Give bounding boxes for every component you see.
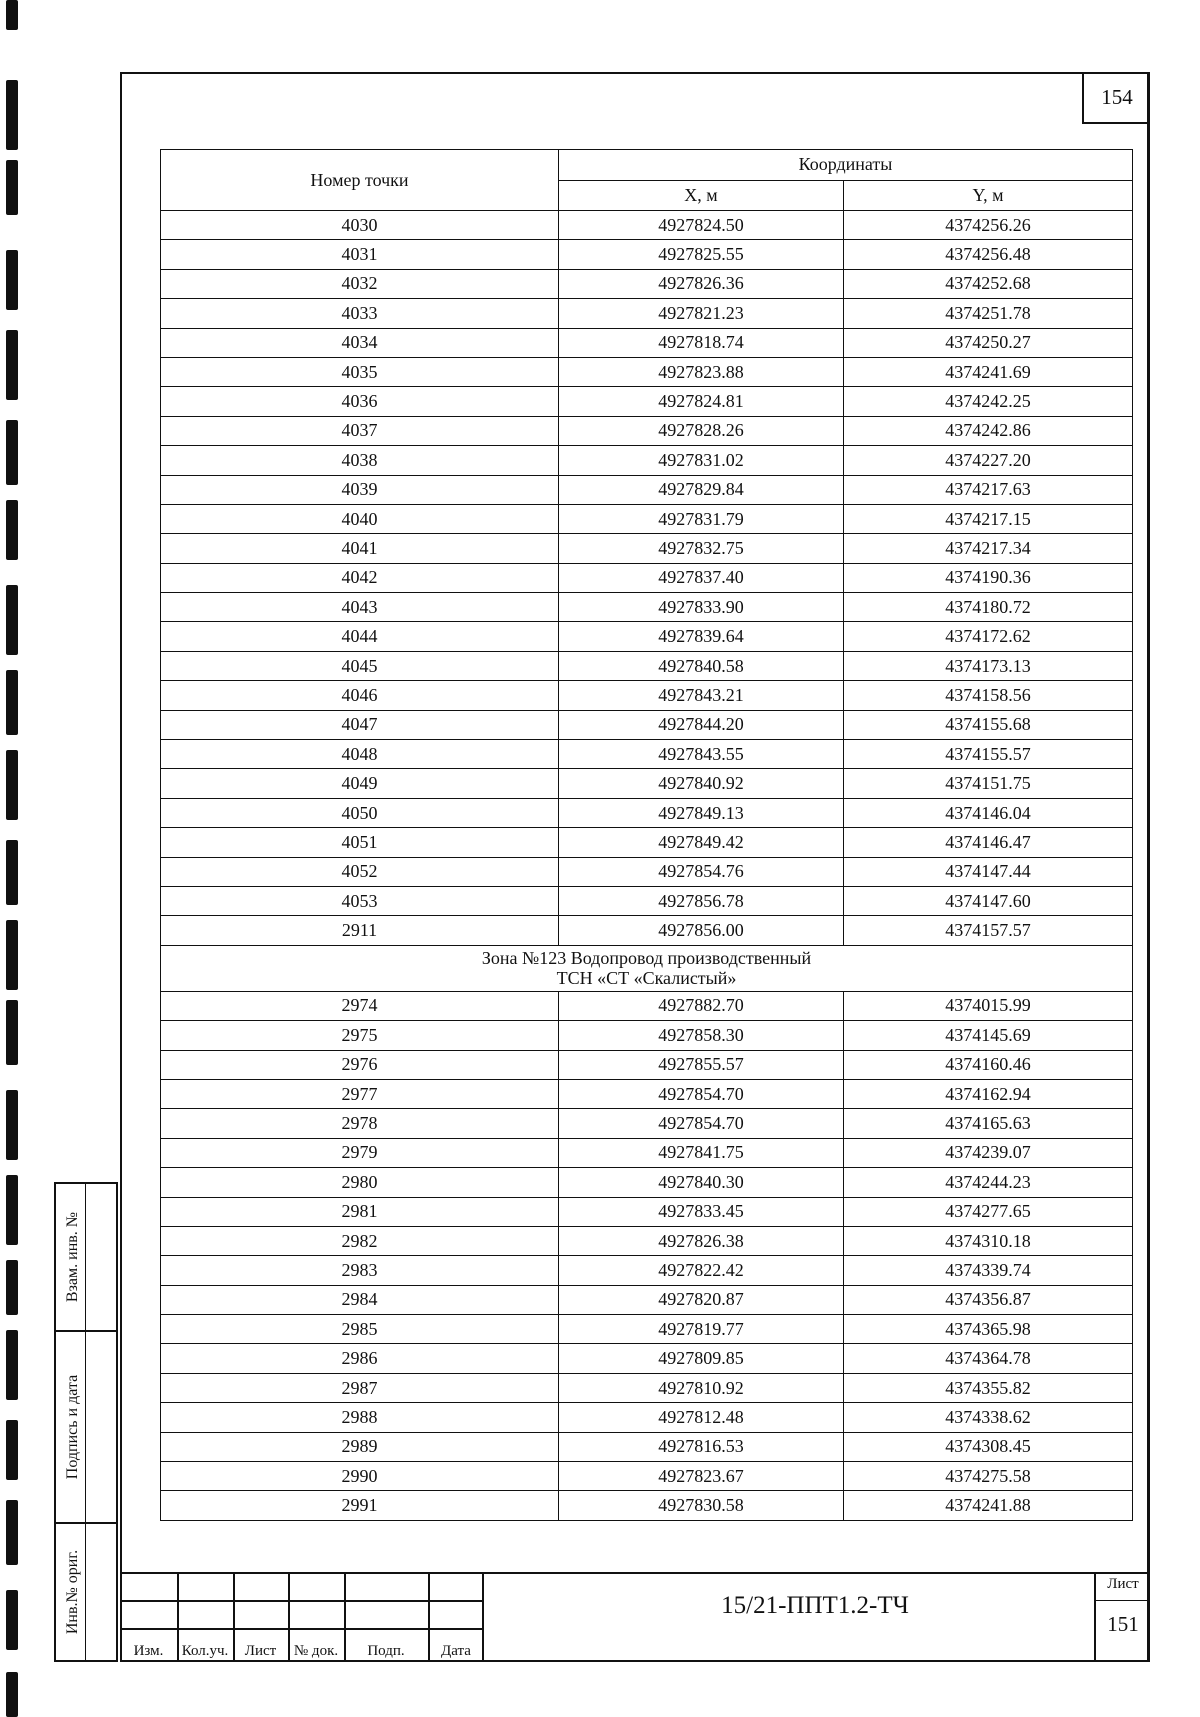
x-coordinate-cell: 4927831.02 xyxy=(559,446,844,475)
binding-mark xyxy=(6,585,18,655)
y-coordinate-cell: 4374158.56 xyxy=(844,681,1133,710)
x-coordinate-cell: 4927843.55 xyxy=(559,740,844,769)
x-coordinate-cell: 4927810.92 xyxy=(559,1373,844,1402)
y-coordinate-cell: 4374275.58 xyxy=(844,1462,1133,1491)
table-row xyxy=(161,299,1133,328)
zone-row xyxy=(161,945,1133,991)
point-number-cell: 2982 xyxy=(161,1226,559,1255)
table-row xyxy=(161,1256,1133,1285)
table-row xyxy=(161,357,1133,386)
x-coordinate-cell: 4927819.77 xyxy=(559,1315,844,1344)
x-coordinate-cell: 4927854.70 xyxy=(559,1079,844,1108)
y-coordinate-cell: 4374155.57 xyxy=(844,740,1133,769)
x-coordinate-cell: 4927809.85 xyxy=(559,1344,844,1373)
point-number-cell: 4045 xyxy=(161,651,559,680)
y-coordinate-cell: 4374180.72 xyxy=(844,593,1133,622)
point-number-cell: 2989 xyxy=(161,1432,559,1461)
x-coordinate-cell: 4927840.92 xyxy=(559,769,844,798)
point-number-cell: 2983 xyxy=(161,1256,559,1285)
table-row xyxy=(161,857,1133,886)
y-coordinate-cell: 4374308.45 xyxy=(844,1432,1133,1461)
y-coordinate-cell: 4374147.44 xyxy=(844,857,1133,886)
col-izm: Изм. xyxy=(133,1643,164,1659)
stamp-inv-cell xyxy=(54,1522,118,1662)
point-number-cell: 2975 xyxy=(161,1021,559,1050)
point-number-cell: 2991 xyxy=(161,1491,559,1520)
x-coordinate-cell: 4927849.42 xyxy=(559,828,844,857)
table-row xyxy=(161,504,1133,533)
y-coordinate-cell: 4374239.07 xyxy=(844,1138,1133,1167)
y-coordinate-cell: 4374256.26 xyxy=(844,211,1133,240)
zone-title xyxy=(161,945,1133,991)
y-coordinate-cell: 4374165.63 xyxy=(844,1109,1133,1138)
y-coordinate-cell: 4374310.18 xyxy=(844,1226,1133,1255)
table-row xyxy=(161,710,1133,739)
table-row xyxy=(161,1315,1133,1344)
table-row xyxy=(161,269,1133,298)
table-body-b xyxy=(161,991,1133,1520)
y-coordinate-cell: 4374190.36 xyxy=(844,563,1133,592)
x-coordinate-cell: 4927821.23 xyxy=(559,299,844,328)
header-y: Y, м xyxy=(844,180,1133,211)
table-row xyxy=(161,387,1133,416)
binding-mark xyxy=(6,1000,18,1065)
binding-mark xyxy=(6,420,18,485)
x-coordinate-cell: 4927824.81 xyxy=(559,387,844,416)
point-number-cell: 4030 xyxy=(161,211,559,240)
x-coordinate-cell: 4927823.88 xyxy=(559,357,844,386)
point-number-cell: 2978 xyxy=(161,1109,559,1138)
table-row xyxy=(161,798,1133,827)
x-coordinate-cell: 4927818.74 xyxy=(559,328,844,357)
binding-mark xyxy=(6,1590,18,1650)
table-row xyxy=(161,1109,1133,1138)
table-row xyxy=(161,1462,1133,1491)
x-coordinate-cell: 4927855.57 xyxy=(559,1050,844,1079)
document-code: 15/21-ППТ1.2-ТЧ xyxy=(721,1592,909,1619)
point-number-cell: 2986 xyxy=(161,1344,559,1373)
binding-mark xyxy=(6,1330,18,1400)
y-coordinate-cell: 4374147.60 xyxy=(844,886,1133,915)
table-row xyxy=(161,1403,1133,1432)
point-number-cell: 4042 xyxy=(161,563,559,592)
table-body-a xyxy=(161,211,1133,946)
x-coordinate-cell: 4927826.38 xyxy=(559,1226,844,1255)
stamp-vzam-label: Взам. инв. № xyxy=(64,1211,82,1303)
point-number-cell: 4043 xyxy=(161,593,559,622)
col-kol-uch: Кол.уч. xyxy=(181,1643,229,1659)
table-row xyxy=(161,1344,1133,1373)
y-coordinate-cell: 4374015.99 xyxy=(844,991,1133,1020)
point-number-cell: 2977 xyxy=(161,1079,559,1108)
x-coordinate-cell: 4927839.64 xyxy=(559,622,844,651)
point-number-cell: 4049 xyxy=(161,769,559,798)
table-row xyxy=(161,828,1133,857)
point-number-cell: 2988 xyxy=(161,1403,559,1432)
x-coordinate-cell: 4927833.90 xyxy=(559,593,844,622)
x-coordinate-cell: 4927826.36 xyxy=(559,269,844,298)
binding-mark xyxy=(6,1420,18,1480)
table-row xyxy=(161,681,1133,710)
x-coordinate-cell: 4927837.40 xyxy=(559,563,844,592)
binding-mark xyxy=(6,0,18,30)
point-number-cell: 4051 xyxy=(161,828,559,857)
point-number-cell: 4036 xyxy=(161,387,559,416)
point-number-cell: 2979 xyxy=(161,1138,559,1167)
point-number-cell: 2987 xyxy=(161,1373,559,1402)
point-number-cell: 2984 xyxy=(161,1285,559,1314)
y-coordinate-cell: 4374157.57 xyxy=(844,916,1133,945)
y-coordinate-cell: 4374338.62 xyxy=(844,1403,1133,1432)
table-row xyxy=(161,1050,1133,1079)
table-row xyxy=(161,1197,1133,1226)
x-coordinate-cell: 4927824.50 xyxy=(559,211,844,240)
table-row xyxy=(161,1079,1133,1108)
header-coordinates: Координаты xyxy=(559,150,1133,181)
table-row xyxy=(161,1021,1133,1050)
point-number-cell: 2911 xyxy=(161,916,559,945)
sheet-label: Лист xyxy=(1096,1576,1150,1601)
y-coordinate-cell: 4374217.15 xyxy=(844,504,1133,533)
x-coordinate-cell: 4927825.55 xyxy=(559,240,844,269)
stamp-podpis-label: Подпись и дата xyxy=(64,1374,81,1480)
table-row xyxy=(161,1491,1133,1520)
x-coordinate-cell: 4927858.30 xyxy=(559,1021,844,1050)
x-coordinate-cell: 4927843.21 xyxy=(559,681,844,710)
zone-title-line1: Зона №123 Водопровод производственный xyxy=(481,948,812,969)
table-row xyxy=(161,1373,1133,1402)
y-coordinate-cell: 4374241.69 xyxy=(844,357,1133,386)
x-coordinate-cell: 4927840.30 xyxy=(559,1168,844,1197)
x-coordinate-cell: 4927830.58 xyxy=(559,1491,844,1520)
x-coordinate-cell: 4927816.53 xyxy=(559,1432,844,1461)
sheet-number: 151 xyxy=(1107,1612,1139,1636)
table-row xyxy=(161,475,1133,504)
table-row xyxy=(161,446,1133,475)
y-coordinate-cell: 4374217.63 xyxy=(844,475,1133,504)
y-coordinate-cell: 4374242.25 xyxy=(844,387,1133,416)
point-number-cell: 4050 xyxy=(161,798,559,827)
table-row xyxy=(161,991,1133,1020)
table-row xyxy=(161,328,1133,357)
x-coordinate-cell: 4927831.79 xyxy=(559,504,844,533)
table-row xyxy=(161,651,1133,680)
y-coordinate-cell: 4374251.78 xyxy=(844,299,1133,328)
stamp-inv-label: Инв.№ ориг. xyxy=(64,1549,82,1635)
y-coordinate-cell: 4374256.48 xyxy=(844,240,1133,269)
revision-grid xyxy=(120,1572,484,1662)
header-x: X, м xyxy=(559,180,844,211)
y-coordinate-cell: 4374146.47 xyxy=(844,828,1133,857)
point-number-cell: 4037 xyxy=(161,416,559,445)
binding-mark xyxy=(6,670,18,735)
coordinates-table xyxy=(160,149,1133,1521)
x-coordinate-cell: 4927823.67 xyxy=(559,1462,844,1491)
table-row xyxy=(161,1432,1133,1461)
point-number-cell: 4046 xyxy=(161,681,559,710)
y-coordinate-cell: 4374155.68 xyxy=(844,710,1133,739)
binding-mark xyxy=(6,160,18,215)
point-number-cell: 4032 xyxy=(161,269,559,298)
binding-mark xyxy=(6,750,18,820)
col-list: Лист xyxy=(244,1643,277,1659)
x-coordinate-cell: 4927854.70 xyxy=(559,1109,844,1138)
table-row xyxy=(161,1226,1133,1255)
x-coordinate-cell: 4927854.76 xyxy=(559,857,844,886)
y-coordinate-cell: 4374173.13 xyxy=(844,651,1133,680)
x-coordinate-cell: 4927840.58 xyxy=(559,651,844,680)
y-coordinate-cell: 4374277.65 xyxy=(844,1197,1133,1226)
point-number-cell: 4031 xyxy=(161,240,559,269)
table-row xyxy=(161,211,1133,240)
table-row xyxy=(161,886,1133,915)
y-coordinate-cell: 4374242.86 xyxy=(844,416,1133,445)
table-row xyxy=(161,916,1133,945)
col-doc-number: № док. xyxy=(293,1643,339,1659)
table-row xyxy=(161,563,1133,592)
point-number-cell: 2980 xyxy=(161,1168,559,1197)
point-number-cell: 4041 xyxy=(161,534,559,563)
x-coordinate-cell: 4927820.87 xyxy=(559,1285,844,1314)
side-stamp xyxy=(54,1182,120,1662)
header-point-number: Номер точки xyxy=(161,150,559,211)
binding-mark xyxy=(6,250,18,310)
table-row xyxy=(161,769,1133,798)
y-coordinate-cell: 4374160.46 xyxy=(844,1050,1133,1079)
point-number-cell: 4044 xyxy=(161,622,559,651)
binding-mark xyxy=(6,1260,18,1315)
y-coordinate-cell: 4374339.74 xyxy=(844,1256,1133,1285)
y-coordinate-cell: 4374244.23 xyxy=(844,1168,1133,1197)
y-coordinate-cell: 4374217.34 xyxy=(844,534,1133,563)
table-row xyxy=(161,1138,1133,1167)
y-coordinate-cell: 4374151.75 xyxy=(844,769,1133,798)
y-coordinate-cell: 4374241.88 xyxy=(844,1491,1133,1520)
y-coordinate-cell: 4374365.98 xyxy=(844,1315,1133,1344)
binding-mark xyxy=(6,1175,18,1245)
point-number-cell: 2974 xyxy=(161,991,559,1020)
point-number-cell: 4038 xyxy=(161,446,559,475)
y-coordinate-cell: 4374355.82 xyxy=(844,1373,1133,1402)
point-number-cell: 4039 xyxy=(161,475,559,504)
y-coordinate-cell: 4374252.68 xyxy=(844,269,1133,298)
point-number-cell: 4047 xyxy=(161,710,559,739)
table-row xyxy=(161,534,1133,563)
point-number-cell: 2981 xyxy=(161,1197,559,1226)
col-data: Дата xyxy=(441,1643,471,1659)
table-row xyxy=(161,1168,1133,1197)
y-coordinate-cell: 4374356.87 xyxy=(844,1285,1133,1314)
point-number-cell: 4040 xyxy=(161,504,559,533)
x-coordinate-cell: 4927841.75 xyxy=(559,1138,844,1167)
title-block xyxy=(120,1572,1150,1662)
x-coordinate-cell: 4927882.70 xyxy=(559,991,844,1020)
x-coordinate-cell: 4927828.26 xyxy=(559,416,844,445)
binding-mark xyxy=(6,330,18,400)
point-number-cell: 4053 xyxy=(161,886,559,915)
table-row xyxy=(161,740,1133,769)
table-row xyxy=(161,622,1133,651)
y-coordinate-cell: 4374145.69 xyxy=(844,1021,1133,1050)
x-coordinate-cell: 4927833.45 xyxy=(559,1197,844,1226)
point-number-cell: 2976 xyxy=(161,1050,559,1079)
table-row xyxy=(161,416,1133,445)
x-coordinate-cell: 4927844.20 xyxy=(559,710,844,739)
binding-mark xyxy=(6,80,18,150)
table-row xyxy=(161,593,1133,622)
zone-section xyxy=(161,945,1133,991)
y-coordinate-cell: 4374227.20 xyxy=(844,446,1133,475)
x-coordinate-cell: 4927832.75 xyxy=(559,534,844,563)
point-number-cell: 2985 xyxy=(161,1315,559,1344)
binding-mark xyxy=(6,840,18,905)
x-coordinate-cell: 4927856.00 xyxy=(559,916,844,945)
point-number-cell: 2990 xyxy=(161,1462,559,1491)
x-coordinate-cell: 4927822.42 xyxy=(559,1256,844,1285)
x-coordinate-cell: 4927812.48 xyxy=(559,1403,844,1432)
point-number-cell: 4033 xyxy=(161,299,559,328)
sheet-box xyxy=(1094,1572,1150,1662)
stamp-podpis-cell xyxy=(54,1330,118,1524)
x-coordinate-cell: 4927849.13 xyxy=(559,798,844,827)
point-number-cell: 4048 xyxy=(161,740,559,769)
zone-title-line2: ТСН «СТ «Скалистый» xyxy=(556,968,737,989)
point-number-cell: 4034 xyxy=(161,328,559,357)
x-coordinate-cell: 4927829.84 xyxy=(559,475,844,504)
binding-mark xyxy=(6,1672,18,1717)
table-row xyxy=(161,1285,1133,1314)
table-row xyxy=(161,240,1133,269)
point-number-cell: 4052 xyxy=(161,857,559,886)
y-coordinate-cell: 4374162.94 xyxy=(844,1079,1133,1108)
y-coordinate-cell: 4374172.62 xyxy=(844,622,1133,651)
y-coordinate-cell: 4374364.78 xyxy=(844,1344,1133,1373)
binding-mark xyxy=(6,500,18,560)
y-coordinate-cell: 4374250.27 xyxy=(844,328,1133,357)
stamp-vzam-cell xyxy=(54,1182,118,1332)
y-coordinate-cell: 4374146.04 xyxy=(844,798,1133,827)
col-podp: Подп. xyxy=(367,1643,405,1659)
page-number-top: 154 xyxy=(1082,72,1150,124)
binding-mark xyxy=(6,920,18,990)
binding-mark xyxy=(6,1090,18,1160)
binding-mark xyxy=(6,1500,18,1565)
point-number-cell: 4035 xyxy=(161,357,559,386)
x-coordinate-cell: 4927856.78 xyxy=(559,886,844,915)
